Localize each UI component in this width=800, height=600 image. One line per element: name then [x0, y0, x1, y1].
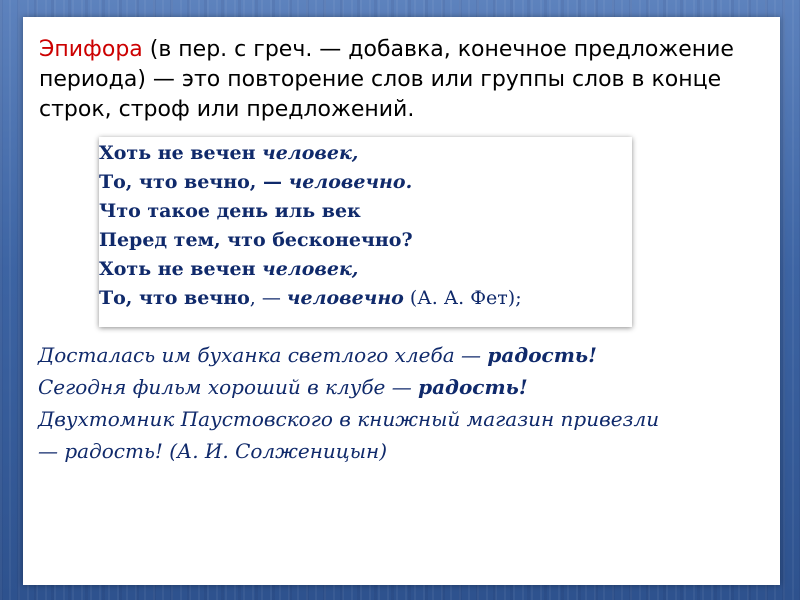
epiphora-word: человек, [262, 258, 359, 280]
poem-line: То, что вечно, — человечно. [99, 171, 413, 193]
poem-line: Хоть не вечен человек, [99, 258, 359, 280]
definition-paragraph [39, 35, 739, 125]
epiphora-word: радость! [418, 375, 528, 399]
poem-line: То, что вечно, — человечно (А. А. Фет); [99, 287, 522, 309]
prose-attribution-line: — радость! (А. И. Солженицын) [38, 439, 387, 463]
poem-line: Что такое день иль век [99, 200, 361, 222]
definition-text: (в пер. с греч. — добавка, конечное предложение периода) — это повторение слов или группы слов в конце строк, строф или предложений. [39, 37, 734, 122]
definition-term: Эпифора [39, 37, 143, 62]
prose-example [38, 339, 738, 467]
prose-line: Сегодня фильм хороший в клубе — радость! [38, 375, 528, 399]
poem-lines [99, 139, 522, 313]
epiphora-word: человечно [286, 287, 404, 309]
epiphora-word: радость! [487, 343, 597, 367]
prose-line: Досталась им буханка светлого хлеба — радость! [38, 343, 597, 367]
epiphora-word: человек, [262, 142, 359, 164]
slide [23, 17, 780, 585]
prose-line [38, 435, 738, 467]
poem-line: Хоть не вечен человек, [99, 142, 359, 164]
poem-example-box [99, 137, 632, 327]
prose-line: Двухтомник Паустовского в книжный магазин привезли [38, 407, 660, 431]
epiphora-word: человечно. [288, 171, 413, 193]
poem-attribution: (А. А. Фет); [403, 287, 522, 309]
poem-line: Перед тем, что бесконечно? [99, 229, 413, 251]
